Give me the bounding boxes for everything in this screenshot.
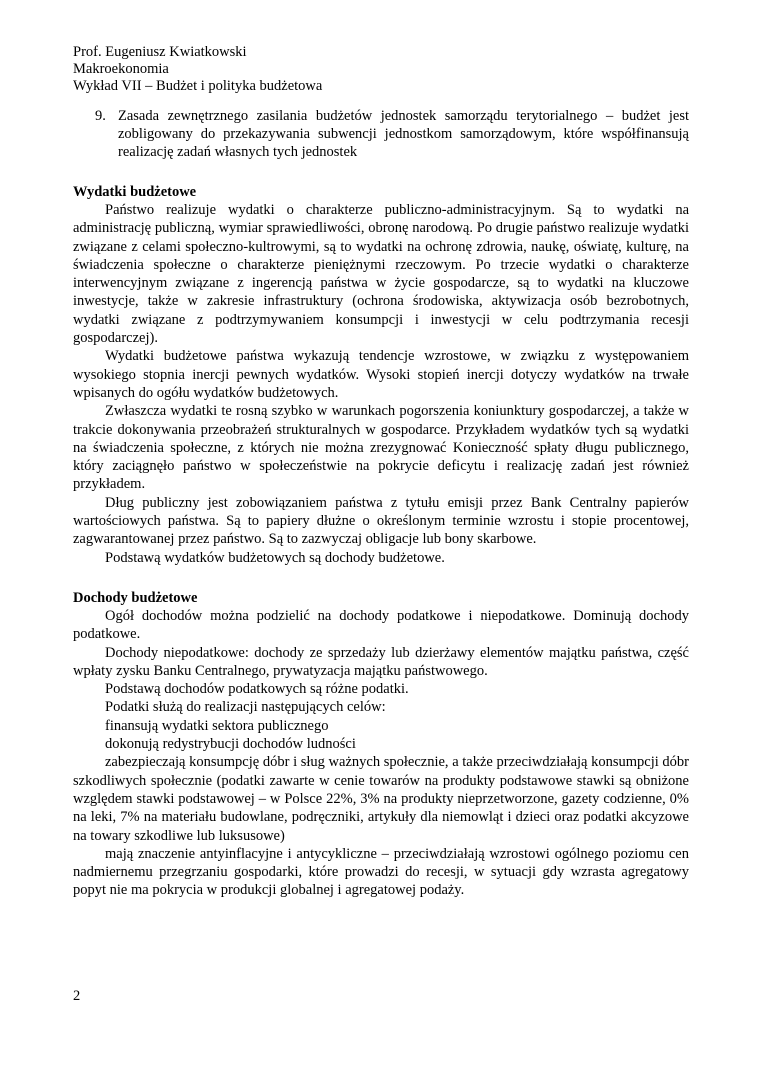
document-page: [73, 44, 689, 900]
paragraph: Dług publiczny jest zobowiązaniem państwa z tytułu emisji przez Bank Centralny papierów wartościowych państwa. Są to papiery dłużne o określonym terminie wzrostu i stopie procentowej, zagwarantowanej przez państwo. Są to zazwyczaj obligacje lub bony skarbowe.: [73, 494, 689, 548]
lecture-title: Wykład VII – Budżet i polityka budżetowa: [73, 78, 323, 94]
course-name: Makroekonomia: [73, 61, 169, 77]
page-number: 2: [73, 988, 81, 1004]
principle-item-9: [95, 107, 689, 161]
paragraph: Podatki służą do realizacji następujących celów:: [105, 699, 386, 716]
paragraph: Państwo realizuje wydatki o charakterze publiczno-administracyjnym. Są to wydatki na administrację publiczną, wymiar sprawiedliwości, obronę narodową. Po drugie państwo realizuje wydatki związane z celami społeczno-kultrowymi, są to wydatki na ochronę zdrowia, naukę, oświatę, kulturę, na świadczenia społeczne o charakterze pieniężnymi rzeczowym. Po trzecie wydatki o charakterze interwencyjnym związane z ingerencją państwa w życie gospodarcze, są to wydatki na kluczowe inwestycje, także w zakresie infrastruktury (ochrona środowiska, aktywizacja osób bezrobotnych, wydatki związane z podtrzymywaniem konsumpcji i inwestycji w celu podtrzymania recesji gospodarczej).: [73, 202, 689, 347]
author-name: Prof. Eugeniusz Kwiatkowski: [73, 44, 247, 60]
section-heading-revenues: Dochody budżetowe: [73, 589, 198, 606]
paragraph: Ogół dochodów można podzielić na dochody podatkowe i niepodatkowe. Dominują dochody podatkowe.: [73, 607, 689, 643]
list-item: zabezpieczają konsumpcję dóbr i sług ważnych społecznie, a także przeciwdziałają konsumpcji dóbr szkodliwych społecznie (podatki zawarte w cenie towarów na produkty podstawowe stawki są obniżone względem stawki podstawowej – w Polsce 22%, 3% na produkty nieprzetworzone, gazety codzienne, 0% na leki, 7% na materiału budowlane, podręczniki, artykuły dla niemowląt i dzieci oraz podatki akcyzowe na towary szkodliwe lub luksusowe): [73, 754, 689, 844]
list-item: dokonują redystrybucji dochodów ludności: [105, 736, 356, 753]
item-text: Zasada zewnętrznego zasilania budżetów jednostek samorządu terytorialnego – budżet jest zobligowany do przekazywania subwencji jednostkom samorządowym, które współfinansują realizację zadań własnych tych jednostek: [118, 108, 689, 160]
paragraph: Dochody niepodatkowe: dochody ze sprzedaży lub dzierżawy elementów majątku państwa, część wpłaty zysku Banku Centralnego, prywatyzacja majątku państwowego.: [73, 644, 689, 679]
paragraph: Zwłaszcza wydatki te rosną szybko w warunkach pogorszenia koniunktury gospodarczej, a także w trakcie dokonywania przeobrażeń strukturalnych w gospodarce. Przykładem wydatków tych są wydatki na świadczenia społeczne, z których nie można zrezygnować Konieczność spłaty długu publicznego, który zaciągnęło państwo w społeczeństwie na pokrycie deficytu i realizację zadań jest również przykładem.: [73, 403, 689, 493]
list-item: mają znaczenie antyinflacyjne i antycykliczne – przeciwdziałają wzrostowi ogólnego poziomu cen nadmiernemu przegrzaniu gospodarki, które prowadzi do recesji, w sytuacji gdy wzrasta agregatowy popyt nie ma pokrycia w produkcji globalnej i agregatowej podaży.: [73, 845, 689, 899]
paragraph: Podstawą wydatków budżetowych są dochody budżetowe.: [105, 549, 445, 566]
document-header: [73, 44, 689, 95]
item-number: 9.: [95, 108, 106, 124]
section-heading-expenditures: Wydatki budżetowe: [73, 184, 197, 200]
paragraph: Wydatki budżetowe państwa wykazują tendencje wzrostowe, w związku z występowaniem wysokiego stopnia inercji pewnych wydatków. Wysoki stopień inercji dotyczy wydatków na trwałe wpisanych do ogółu wydatków budżetowych.: [73, 348, 689, 401]
paragraph: Podstawą dochodów podatkowych są różne podatki.: [105, 681, 409, 698]
list-item: finansują wydatki sektora publicznego: [105, 717, 329, 734]
